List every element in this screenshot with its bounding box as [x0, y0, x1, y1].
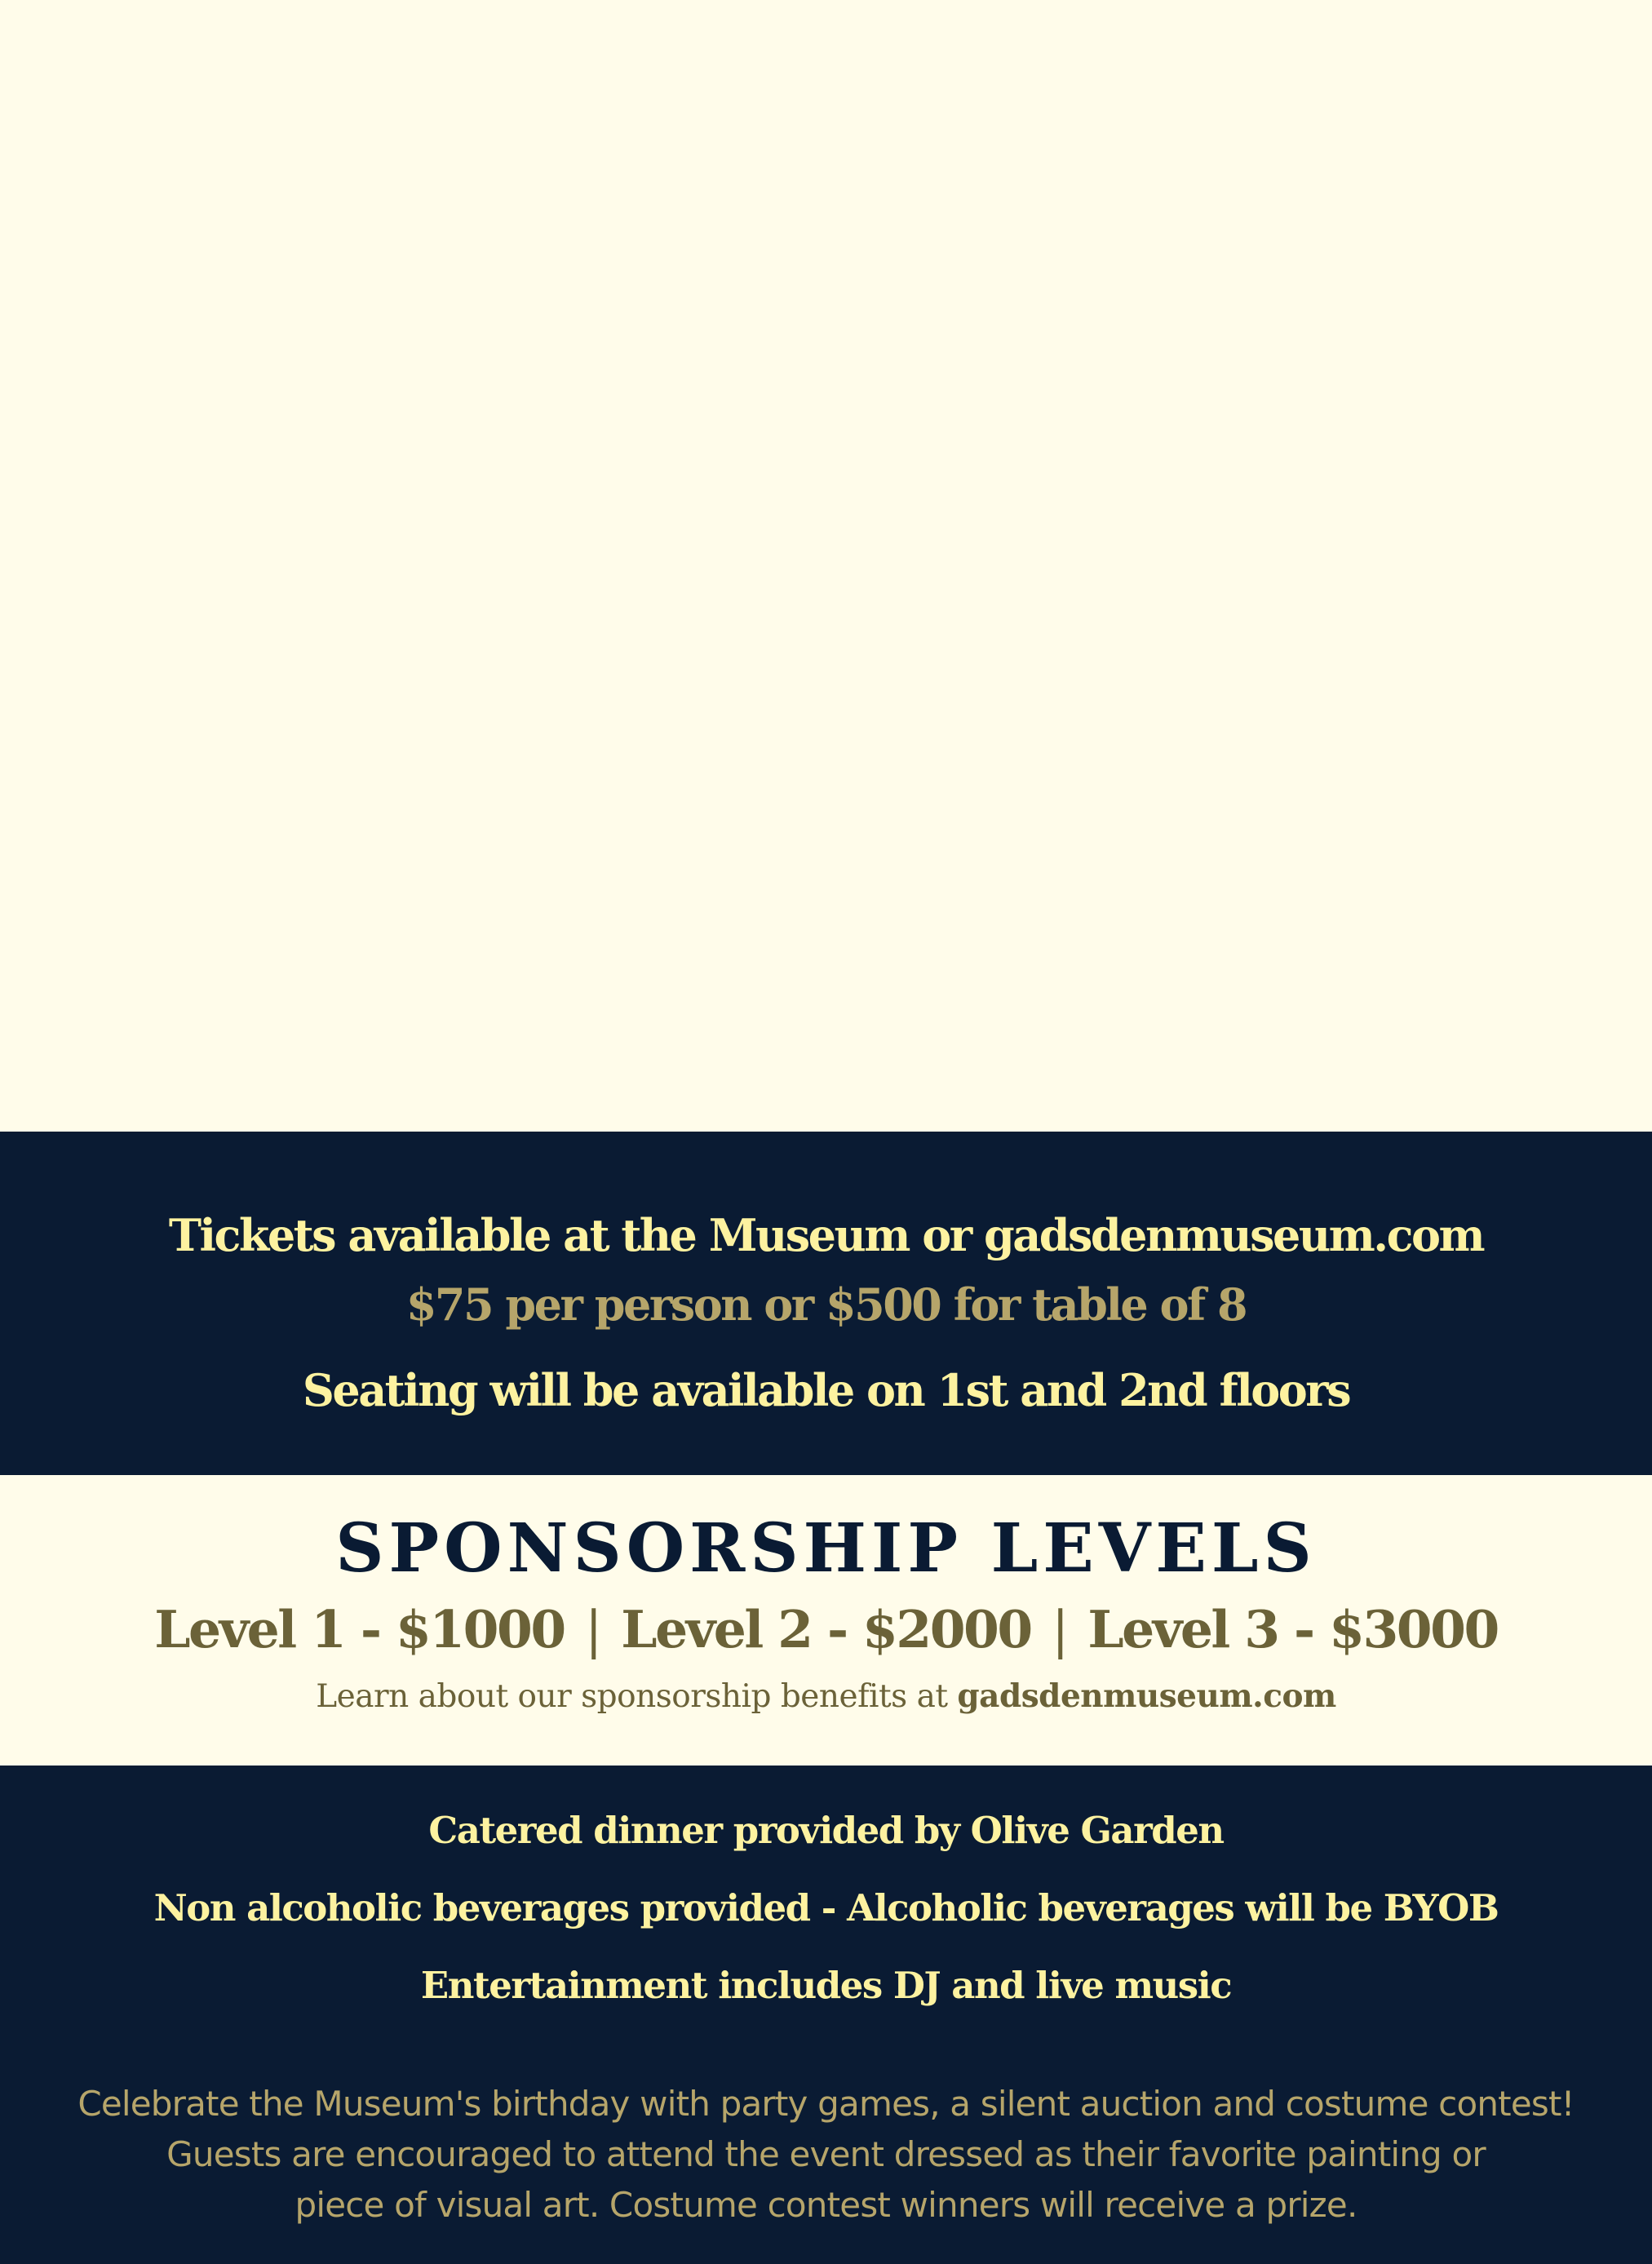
sponsorship-levels [0, 1599, 1652, 1659]
entertainment-info: Entertainment includes DJ and live music [420, 1964, 1232, 2007]
sponsorship-band [0, 1475, 1652, 1766]
level-separator: | [1052, 1600, 1067, 1659]
event-description-line: piece of visual art. Costume contest winners will receive a prize. [295, 2185, 1357, 2225]
event-description-line: Celebrate the Museum's birthday with party games, a silent auction and costume contest! [78, 2084, 1574, 2124]
seating-info: Seating will be available on 1st and 2nd floors [302, 1364, 1350, 1416]
sponsorship-level-1: Level 1 - $1000 [154, 1599, 565, 1659]
beverages-info: Non alcoholic beverages provided - Alcoholic beverages will be BYOB [153, 1886, 1499, 1929]
tickets-band [0, 1132, 1652, 1475]
event-description-line: Guests are encouraged to attend the event dressed as their favorite painting or [166, 2134, 1486, 2174]
dinner-info: Catered dinner provided by Olive Garden [428, 1809, 1224, 1852]
museum-website-link[interactable]: gadsdenmuseum.com [957, 1677, 1336, 1715]
learn-more-text: Learn about our sponsorship benefits at [316, 1678, 958, 1715]
sponsorship-level-2: Level 2 - $2000 [621, 1599, 1031, 1659]
sponsorship-title: SPONSORSHIP LEVELS [335, 1509, 1317, 1588]
event-details-band [0, 1766, 1652, 2264]
ticket-price: $75 per person or $500 for table of 8 [405, 1278, 1247, 1331]
sponsorship-level-3: Level 3 - $3000 [1087, 1599, 1498, 1659]
tickets-availability: Tickets available at the Museum or gadsdenmuseum.com [168, 1209, 1484, 1261]
sponsorship-learn-more [0, 1677, 1652, 1715]
level-separator: | [585, 1600, 600, 1659]
